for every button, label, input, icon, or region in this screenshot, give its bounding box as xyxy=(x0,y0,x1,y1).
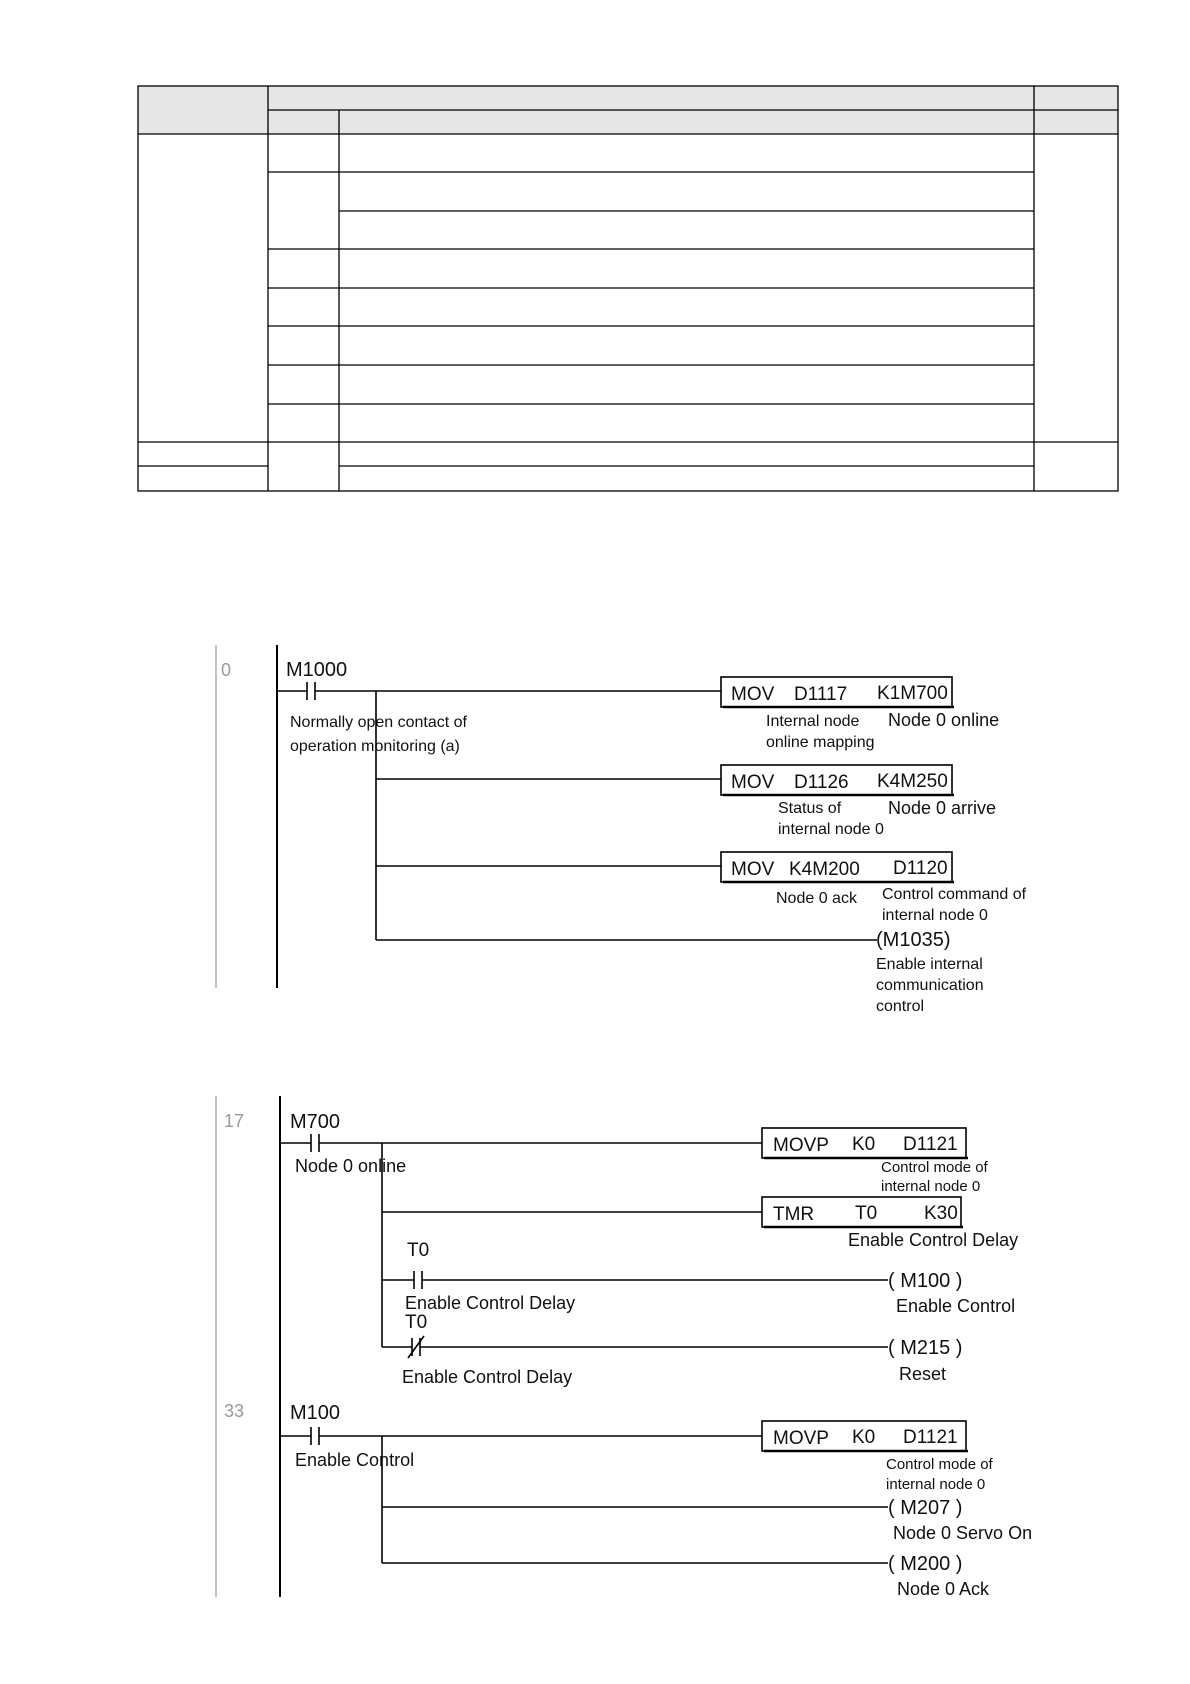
instruction-op: MOV xyxy=(731,684,775,705)
note: Enable Control Delay xyxy=(848,1230,1019,1250)
contact-desc: Enable Control Delay xyxy=(402,1367,573,1387)
contact-label: T0 xyxy=(405,1312,428,1333)
note: internal node 0 xyxy=(882,907,988,924)
contact-label: M1000 xyxy=(286,659,348,681)
note: Control mode of xyxy=(886,1456,993,1473)
contact-desc: Normally open contact of xyxy=(290,714,467,731)
instruction-operand: K1M700 xyxy=(877,683,948,704)
instruction-operand: K30 xyxy=(924,1203,958,1224)
note: Node 0 arrive xyxy=(888,798,997,818)
instruction-operand: K0 xyxy=(852,1427,876,1448)
note: internal node 0 xyxy=(886,1476,986,1493)
instruction-op: MOVP xyxy=(773,1135,829,1156)
note: Node 0 online xyxy=(888,710,1000,730)
note: Control command of xyxy=(882,886,1027,903)
coil-desc: Node 0 Servo On xyxy=(893,1523,1033,1543)
contact-label: M100 xyxy=(290,1402,341,1424)
note: Status of xyxy=(778,800,842,817)
instruction-op: MOVP xyxy=(773,1428,829,1449)
instruction-operand: D1117 xyxy=(794,684,848,705)
contact-label: M700 xyxy=(290,1111,341,1133)
instruction-operand: D1121 xyxy=(903,1427,958,1448)
instruction-operand: K4M200 xyxy=(789,859,860,880)
contact-desc: Enable Control Delay xyxy=(405,1293,576,1313)
coil-desc: communication xyxy=(876,977,984,994)
step-number: 17 xyxy=(224,1111,245,1131)
instruction-operand: T0 xyxy=(855,1203,878,1224)
note: internal node 0 xyxy=(881,1178,981,1195)
no-contact-icon xyxy=(280,1427,382,1445)
contact-desc: Enable Control xyxy=(295,1450,415,1470)
instruction-operand: K4M250 xyxy=(877,771,948,792)
contact-desc: Node 0 online xyxy=(295,1156,407,1176)
coil-desc: Reset xyxy=(899,1364,947,1384)
coil-desc: control xyxy=(876,998,925,1015)
instruction-operand: D1120 xyxy=(893,858,948,879)
instruction-operand: K0 xyxy=(852,1134,876,1155)
instruction-op: MOV xyxy=(731,859,775,880)
note: internal node 0 xyxy=(778,821,884,838)
coil-label: ( M215 ) xyxy=(888,1337,963,1359)
step-number: 0 xyxy=(221,660,232,680)
note: online mapping xyxy=(766,734,875,751)
note: Control mode of xyxy=(881,1159,988,1176)
step-number: 33 xyxy=(224,1401,245,1421)
coil-desc: Node 0 Ack xyxy=(897,1579,990,1599)
note: Node 0 ack xyxy=(776,890,857,907)
coil-desc: Enable internal xyxy=(876,956,983,973)
coil-desc: Enable Control xyxy=(896,1296,1016,1316)
instruction-operand: D1126 xyxy=(794,772,849,793)
coil-label: ( M100 ) xyxy=(888,1270,963,1292)
coil-label: ( M200 ) xyxy=(888,1553,963,1575)
coil-label: ( M207 ) xyxy=(888,1497,963,1519)
note: Internal node xyxy=(766,713,860,730)
no-contact-icon xyxy=(280,1134,382,1152)
contact-desc: operation monitoring (a) xyxy=(290,738,460,755)
nc-contact-icon xyxy=(382,1336,888,1358)
no-contact-icon xyxy=(382,1271,888,1289)
contact-label: T0 xyxy=(407,1240,430,1261)
instruction-op: MOV xyxy=(731,772,775,793)
coil-label: (M1035) xyxy=(876,929,951,951)
instruction-operand: D1121 xyxy=(903,1134,958,1155)
instruction-op: TMR xyxy=(773,1204,815,1225)
